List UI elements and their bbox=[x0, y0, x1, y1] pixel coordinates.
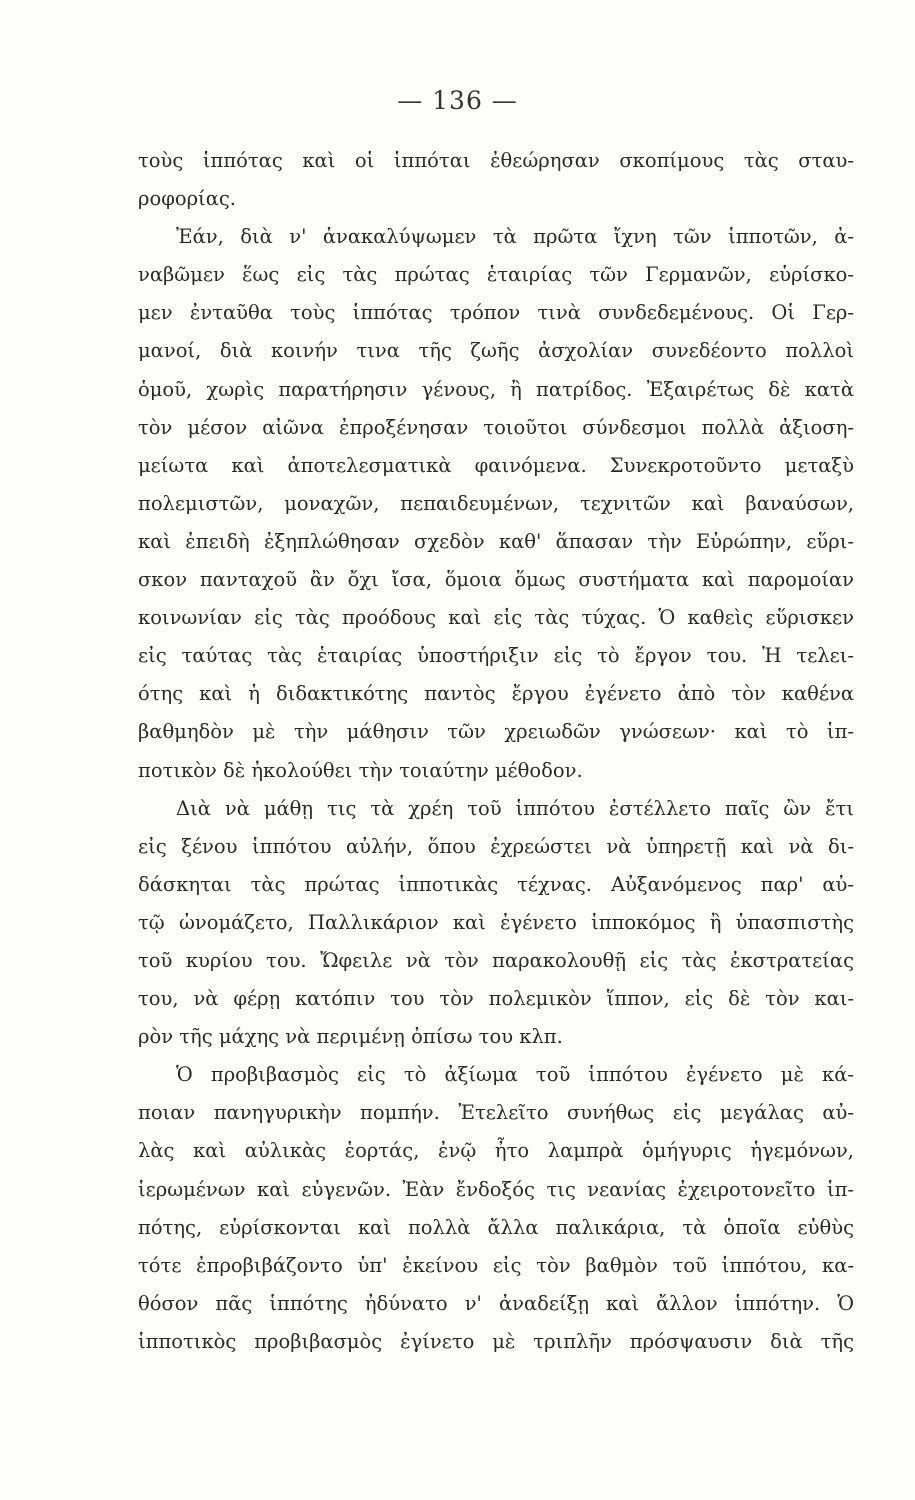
text-line: θόσον πᾶς ἱππότης ἠδύνατο ν' ἀναδείξῃ καὶ ἄλλον ἱππότην. Ὁ bbox=[138, 1291, 854, 1315]
text-line: ρὸν τῆς μάχης νὰ περιμένῃ ὀπίσω του κλπ. bbox=[138, 1025, 563, 1049]
page-number: — 136 — bbox=[397, 86, 518, 115]
text-line: εἰς ταύτας τὰς ἑταιρίας ὑποστήριξιν εἰς τὸ ἔργον του. Ἡ τελει- bbox=[138, 644, 854, 668]
text-line: πολεμιστῶν, μοναχῶν, πεπαιδευμένων, τεχνιτῶν καὶ βαναύσων, bbox=[138, 491, 854, 515]
text-line: Ἐάν, διὰ ν' ἀνακαλύψωμεν τὰ πρῶτα ἴχνη τῶν ἱπποτῶν, ἀ- bbox=[176, 225, 854, 249]
text-line: μείωτα καὶ ἀποτελεσματικὰ φαινόμενα. Συνεκροτοῦντο μεταξὺ bbox=[138, 453, 854, 477]
text-line: δάσκηται τὰς πρώτας ἱπποτικὰς τέχνας. Αὐξανόμενος παρ' αὐ- bbox=[138, 872, 854, 896]
text-line: ὁμοῦ, χωρὶς παρατήρησιν γένους, ἢ πατρίδος. Ἐξαιρέτως δὲ κατὰ bbox=[138, 377, 854, 401]
text-line: πότης, εὑρίσκονται καὶ πολλὰ ἄλλα παλικάρια, τὰ ὁποῖα εὐθὺς bbox=[138, 1215, 854, 1239]
text-line: του, νὰ φέρῃ κατόπιν του τὸν πολεμικὸν ἵππον, εἰς δὲ τὸν και- bbox=[138, 987, 854, 1011]
body-text bbox=[138, 142, 854, 1361]
text-line: Διὰ νὰ μάθῃ τις τὰ χρέη τοῦ ἱππότου ἐστέλλετο παῖς ὢν ἔτι bbox=[176, 796, 854, 820]
text-line: λὰς καὶ αὐλικὰς ἑορτάς, ἐνῷ ἦτο λαμπρὰ ὁμήγυρις ἡγεμόνων, bbox=[138, 1139, 854, 1163]
text-line: εἰς ξένου ἱππότου αὐλήν, ὅπου ἐχρεώστει νὰ ὑπηρετῇ καὶ νὰ δι- bbox=[138, 834, 854, 858]
text-line: τῷ ὠνομάζετο, Παλλικάριον καὶ ἐγένετο ἱπποκόμος ἢ ὑπασπιστὴς bbox=[138, 910, 854, 934]
text-line: καὶ ἐπειδὴ ἐξηπλώθησαν σχεδὸν καθ' ἅπασαν τὴν Εὐρώπην, εὕρι- bbox=[138, 529, 854, 553]
text-line: τοῦ κυρίου του. Ὤφειλε νὰ τὸν παρακολουθῇ εἰς τὰς ἐκστρατείας bbox=[138, 948, 854, 972]
text-line: ποιαν πανηγυρικὴν πομπήν. Ἐτελεῖτο συνήθως εἰς μεγάλας αὐ- bbox=[138, 1101, 854, 1125]
text-line: σκον πανταχοῦ ἂν ὄχι ἴσα, ὅμοια ὅμως συστήματα καὶ παρομοίαν bbox=[138, 568, 854, 592]
text-line: ἱπποτικὸς προβιβασμὸς ἐγίνετο μὲ τριπλῆν πρόσψαυσιν διὰ τῆς bbox=[138, 1329, 854, 1353]
text-line: τοὺς ἱππότας καὶ οἱ ἱππόται ἐθεώρησαν σκοπίμους τὰς σταυ- bbox=[138, 149, 854, 172]
text-line: ότης καὶ ἡ διδακτικότης παντὸς ἔργου ἐγένετο ἀπὸ τὸν καθένα bbox=[138, 682, 854, 706]
text-line: μανοί, διὰ κοινήν τινα τῆς ζωῆς ἀσχολίαν συνεδέοντο πολλοὶ bbox=[138, 339, 854, 363]
text-line: μεν ἐνταῦθα τοὺς ἱππότας τρόπον τινὰ συνδεδεμένους. Οἱ Γερ- bbox=[138, 301, 854, 325]
text-line: τότε ἐπροβιβάζοντο ὑπ' ἐκείνου εἰς τὸν βαθμὸν τοῦ ἱππότου, κα- bbox=[138, 1253, 854, 1277]
text-line: βαθμηδὸν μὲ τὴν μάθησιν τῶν χρειωδῶν γνώσεων· καὶ τὸ ἱπ- bbox=[138, 720, 854, 744]
text-line: τὸν μέσον αἰῶνα ἐπροξένησαν τοιοῦτοι σύνδεσμοι πολλὰ ἀξιοση- bbox=[138, 415, 854, 439]
text-line: ἱερωμένων καὶ εὐγενῶν. Ἐὰν ἔνδοξός τις νεανίας ἐχειροτονεῖτο ἱπ- bbox=[138, 1177, 854, 1201]
text-line: ποτικὸν δὲ ἠκολούθει τὴν τοιαύτην μέθοδον. bbox=[138, 758, 583, 782]
text-line: κοινωνίαν εἰς τὰς προόδους καὶ εἰς τὰς τύχας. Ὁ καθεὶς εὕρισκεν bbox=[138, 606, 854, 630]
text-line: ναβῶμεν ἕως εἰς τὰς πρώτας ἑταιρίας τῶν Γερμανῶν, εὑρίσκο- bbox=[138, 263, 854, 287]
text-line: Ὁ προβιβασμὸς εἰς τὸ ἀξίωμα τοῦ ἱππότου ἐγένετο μὲ κά- bbox=[176, 1063, 854, 1087]
text-line: ροφορίας. bbox=[138, 187, 236, 211]
